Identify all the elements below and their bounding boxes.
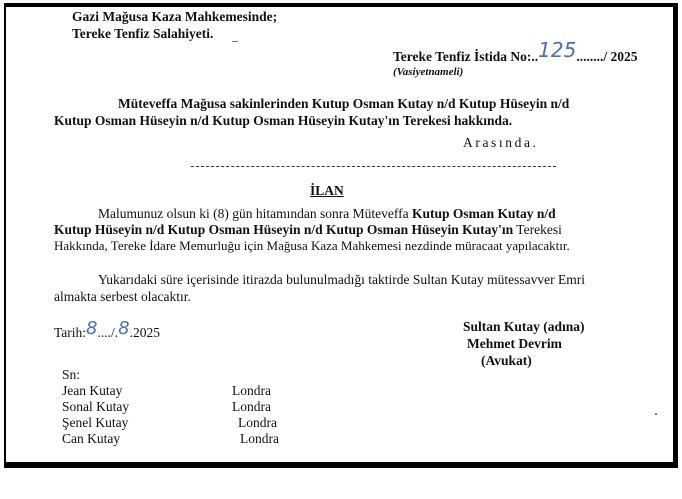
between-label: Arasında. [463, 135, 539, 150]
case-subtitle: (Vasiyetnameli) [393, 66, 464, 78]
date-month-handwritten: 8 [118, 318, 130, 339]
recipient-name: Sonal Kutay [62, 399, 130, 414]
ink-speck [655, 413, 657, 415]
case-number-label: Tereke Tenfiz İstida No: [393, 49, 532, 64]
subject-line-2: Kutup Osman Hüseyin n/d Kutup Osman Hüseyin Kutay'ın Terekesi hakkında. [54, 113, 513, 128]
case-number-line [393, 38, 638, 65]
recipient-city: Londra [232, 399, 271, 414]
notice-p1-estate: Terekesi [513, 222, 562, 237]
signature-client: Sultan Kutay (adına) [463, 319, 585, 334]
recipients-label: Sn: [62, 367, 81, 382]
recipient-name: Şenel Kutay [62, 415, 129, 430]
recipient-city: Londra [232, 383, 271, 398]
notice-p1-deceased: Kutup Osman Kutay n/d [411, 206, 556, 221]
case-number-handwritten: 125 [538, 38, 577, 62]
notice-p1-text: Malumunuz olsun ki (8) gün hitamından sonra Müteveffa [98, 206, 412, 221]
date-day-handwritten: 8 [86, 318, 98, 339]
date-label: Tarih: [54, 325, 87, 340]
subject-line-1: Müteveffa Mağusa sakinlerinden Kutup Osman Kutay n/d Kutup Hüseyin n/d [118, 96, 570, 111]
recipient-city: Londra [240, 431, 279, 446]
court-authority: Tereke Tenfiz Salahiyeti. [72, 26, 214, 41]
notice-p1-deceased-cont: Kutup Hüseyin n/d Kutup Osman Hüseyin n/d Kutup Osman Hüseyin Kutay'ın [54, 222, 514, 237]
signature-title: (Avukat) [481, 353, 532, 368]
recipient-name: Can Kutay [62, 431, 121, 446]
notice-paragraph-1-line-2 [54, 222, 562, 238]
date-separator-2: . [129, 325, 133, 340]
court-name: Gazi Mağusa Kaza Mahkemesinde; [72, 9, 278, 24]
date-line [54, 318, 160, 341]
notice-title: İLAN [310, 183, 344, 198]
case-dots-before: .. [531, 49, 539, 64]
notice-paragraph-2-line-2: almakta serbest olacaktır. [54, 289, 191, 304]
case-year: 2025 [610, 49, 638, 64]
case-dots-after: ......../ [576, 49, 608, 64]
notice-paragraph-1-line-1 [98, 206, 556, 222]
recipient-name: Jean Kutay [62, 383, 123, 398]
date-year: 2025 [132, 325, 160, 340]
recipient-city: Londra [238, 415, 277, 430]
ink-speck [232, 41, 238, 42]
notice-paragraph-2-line-1: Yukarıdaki süre içerisinde itirazda bulunulmadığı taktirde Sultan Kutay mütessavver Emri [98, 272, 585, 287]
signature-lawyer: Mehmet Devrim [467, 336, 562, 351]
separator-line [191, 166, 556, 167]
notice-paragraph-1-line-3: Hakkında, Tereke İdare Memurluğu için Mağusa Kaza Mahkemesi nezdinde müracaat yapılacaktır. [54, 238, 570, 253]
date-separator: ..../. [97, 325, 119, 340]
